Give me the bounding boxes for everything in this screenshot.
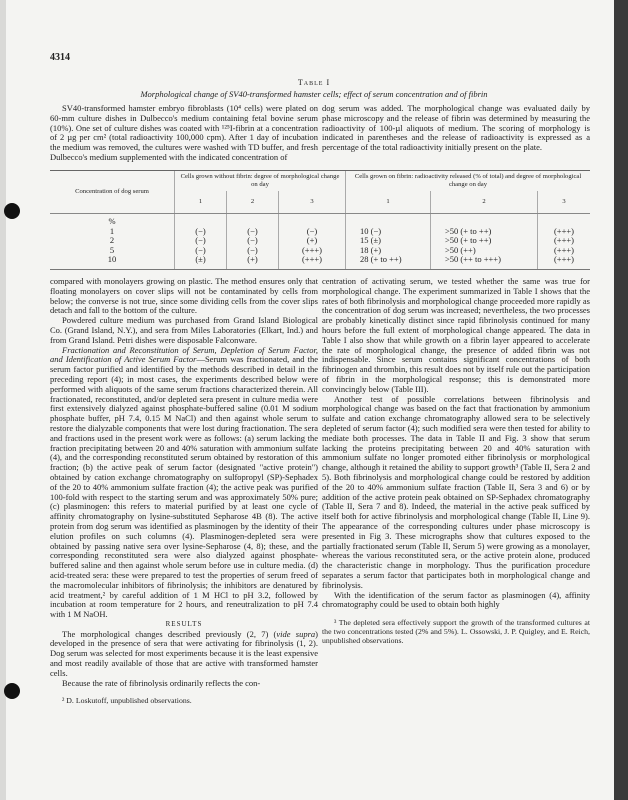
text: ) developed in the presence of sera that were activating for fibrinolysis (1, 2). Dog serum was selected for most experiments because it is the least expensive and most readily available of those that are active with transformed hamster cells. xyxy=(50,628,318,678)
table-body xyxy=(50,214,590,270)
results-heading: RESULTS xyxy=(165,619,203,628)
cell: (+++) xyxy=(553,244,575,255)
cell: (+) xyxy=(306,235,318,246)
cell: 10 (−) xyxy=(360,225,382,236)
cell: (−) xyxy=(195,225,206,236)
scan-edge xyxy=(614,0,628,800)
paragraph xyxy=(50,630,318,679)
cell: 1 xyxy=(109,225,115,236)
cell: (+++) xyxy=(553,225,575,236)
cell: >50 (+ to ++) xyxy=(445,225,492,236)
column-fibrin-day3 xyxy=(538,214,591,270)
cell: >50 (++) xyxy=(445,244,476,255)
section-heading: Fractionation and Reconstitution of Serum, Depletion of Serum Factor, and Identification of Active Serum Factor xyxy=(50,344,318,365)
header-concentration: Concentration of dog serum xyxy=(50,171,175,214)
punch-hole xyxy=(4,683,20,699)
header-without-fibrin: Cells grown without fibrin: degree of morphological change on day xyxy=(175,171,346,192)
column-day1 xyxy=(175,214,227,270)
header-with-fibrin: Cells grown on fibrin: radioactivity released (% of total) and degree of morphological change on day xyxy=(346,171,591,192)
paragraph: Powdered culture medium was purchased from Grand Island Biological Co. (Grand Island, N.Y.), and sera from Miles Laboratories (Elkart, Ind.) and from Grand Island. Petri dishes were disposable Falconware. xyxy=(50,315,318,345)
paragraph: centration of activating serum, we tested whether the same was true for morphological change. The experiment summarized in Table I shows that the rates of both fibrinolysis and morphological change proceeded more rapidly as the concentration of dog serum was increased; nevertheless, the two processes are probably kinetically distinct since rapid fibrinolysis continued for many hours before the full extent of morphological change appeared. The data in Table I also show that while growth on a fibrin layer appeared to accelerate the rate of morphological change, the presence of added fibrin was not indispensable. Since serum contains significant concentrations of both fibrinogen and thrombin, this result does not by itself rule out the participation of fibrin in the morphological response; this is demonstrated more convincingly below (Table III). xyxy=(322,276,590,394)
cell: (−) xyxy=(247,244,258,255)
cell: 10 xyxy=(107,254,117,265)
paragraph: With the identification of the serum factor as plasminogen (4), affinity chromatography could be used to obtain both highly xyxy=(322,589,590,610)
right-column xyxy=(322,277,590,645)
data-table xyxy=(50,170,590,270)
cell: (+) xyxy=(247,254,258,265)
header-day: 3 xyxy=(279,191,346,214)
footnote: ³ The depleted sera effectively support the growth of the transformed cultures at the two concentrations tested (2% and 5%). L. Ossowski, J. P. Quigley, and E. Reich, unpublished observations. xyxy=(322,618,590,645)
cell: (−) xyxy=(247,235,258,246)
cell: (+++) xyxy=(553,235,575,246)
cell: 5 xyxy=(109,244,115,255)
text: The morphological changes described previously (2, 7) ( xyxy=(62,628,277,639)
footnote: ² D. Loskutoff, unpublished observations. xyxy=(62,696,192,706)
paragraph: Because the rate of fibrinolysis ordinarily reflects the con- xyxy=(62,677,261,688)
cell: (±) xyxy=(195,254,206,265)
cell: (+++) xyxy=(301,244,323,255)
punch-hole xyxy=(4,203,20,219)
paragraph-body: —Serum was fractionated, and the serum factor purified and identified by the methods described in detail in the preceding report (4); in most cases, the experiments described below were performed with aliquots of the same serum fractions characterized therein. All fractionated, reconstituted, and/or depleted sera present in culture media were first extensively dialyzed against phosphate-buffered saline (0.01 M sodium phosphate buffer, pH 7.4, 0.15 M NaCl) and then against whole serum to restore the dialyzable components that were lost during fractionation. The sera and fractions used in the present work were as follows: (a) serum lacking the fraction precipitating between 20 and 40% saturation with ammonium sulfate (4), and the corresponding reconstituted serum obtained by restoration of this fraction; (b) the active peak of serum factor (designated "active protein") obtained by cation exchange chromatography on sulfopropyl (SP)-Sephadex of the 20 to 40% ammonium sulfate fraction (4); the active peak was purified 100-fold with respect to the starting serum and was approximately 50% pure; (c) plasminogen: this refers to material purified by at least one cycle of affinity chromatography on lysine-substituted Sepharose 4B (8). The active protein from dog serum was identified as plasminogen by the identity of their elution profiles on such columns (4). Plasminogen-depleted sera were obtained by passing native sera over lysine-Sepharose (4, 8); these, and the corresponding reconstituted sera were also dialyzed against phosphate-buffered saline and then against whole serum before use in culture media. (d) acid-treated sera: these were prepared to test the properties of serum freed of the macromolecular inhibitors of fibrinolysis; the inhibitors are denatured by acid treatment,² by careful addition of 1 M HCl to pH 3.2, followed by incubation at room temperature for 2 hours, and reneutralization to pH 7.4 with 1 M NaOH. xyxy=(50,354,318,620)
paragraph: compared with monolayers growing on plastic. The method ensures only that floating monolayers on cover slips will not be contaminated by cells from below; the converse is not true, since some dividing cells from the cover slips detach and fall to the bottom of the culture. xyxy=(50,276,318,316)
table-caption: Morphological change of SV40-transformed hamster cells; effect of serum concentration and of fibrin xyxy=(140,89,488,99)
cell: 18 (+) xyxy=(360,244,382,255)
cell: 15 (±) xyxy=(360,235,381,246)
cell: (+++) xyxy=(301,254,323,265)
cell: 28 (+ to ++) xyxy=(360,254,402,265)
page-number: 4314 xyxy=(50,52,70,63)
cell: >50 (+ to ++) xyxy=(445,235,492,246)
table-legend-left xyxy=(50,104,318,163)
header-day: 3 xyxy=(538,191,591,214)
column-fibrin-day1 xyxy=(346,214,431,270)
cell: (−) xyxy=(247,225,258,236)
cell: (−) xyxy=(306,225,318,236)
header-day: 1 xyxy=(346,191,431,214)
column-day3 xyxy=(279,214,346,270)
italic-text: vide supra xyxy=(276,628,316,639)
left-column xyxy=(50,277,318,706)
header-day: 2 xyxy=(227,191,279,214)
legend-text: SV40-transformed hamster embryo fibroblasts (10⁴ cells) were plated on 60-mm culture dishes in Dulbecco's medium containing fetal bovine serum (10%). One set of culture dishes was coated with ¹²⁵I-fibrin at a concentration of 2 µg per cm² (total radioactivity 100,000 cpm). After 1 day of incubation the medium was removed, the cultures were washed with TD buffer, and fresh Dulbecco's medium supplemented with the indicated concentration of xyxy=(50,103,318,162)
column-day2 xyxy=(227,214,279,270)
concentration-column xyxy=(50,214,175,270)
cell: >50 (++ to +++) xyxy=(445,254,501,265)
paragraph: Another test of possible correlations between fibrinolysis and morphological change was based on the fact that fractionation by ammonium sulfate and cation exchange chromatography allowed sera to be selectively depleted of serum factor (4); such modified sera were then tested for ability to mediate both processes. The data in Table II and Fig. 3 show that serum lacking the proteins precipitating between 20 and 40% saturation with ammonium sulfate no longer promoted either fibrinolysis or morphological change, although it retained the ability to support growth³ (Table II, Sera 2 and 5). Both fibrinolysis and morphological change could be restored by addition of the 20 to 40% ammonium sulfate fraction (Table II, Sera 3 and 6) or by addition of the active protein peak obtained on SP-Sephadex chromatography (Table II, Sera 7 and 8). Indeed, the material in the active peak sufficed by itself both for active fibrinolysis and morphological change (Table II, Line 9). The appearance of the corresponding cultures under phase microscopy is presented in Fig 3. These micrographs show that cultures exposed to the partially fractionated serum (Table II, Serum 5) were growing as a monolayer, whereas the various reconstituted sera, or the active protein alone, produced the characteristic change in morphology. Thus the purification procedure separates a serum factor that participates both in morphological change and fibrinolysis. xyxy=(322,393,590,590)
cell: (+++) xyxy=(553,254,575,265)
table-legend-right xyxy=(322,104,590,153)
header-day: 2 xyxy=(431,191,538,214)
column-fibrin-day2 xyxy=(431,214,538,270)
cell: 2 xyxy=(109,235,115,246)
cell: (−) xyxy=(195,244,206,255)
header-day: 1 xyxy=(175,191,227,214)
paragraph xyxy=(50,346,318,620)
unit-label: % xyxy=(108,216,116,226)
cell: (−) xyxy=(195,235,206,246)
table-title: Table I xyxy=(297,78,331,87)
legend-text: dog serum was added. The morphological change was evaluated daily by phase microscopy and the release of fibrin was determined by measuring the radioactivity of 100-µl aliquots of medium. The scoring of morphology is indicated in parentheses and the release of radioactivity is expressed as a percentage of the total radioactivity initially present on the plate. xyxy=(322,103,590,153)
